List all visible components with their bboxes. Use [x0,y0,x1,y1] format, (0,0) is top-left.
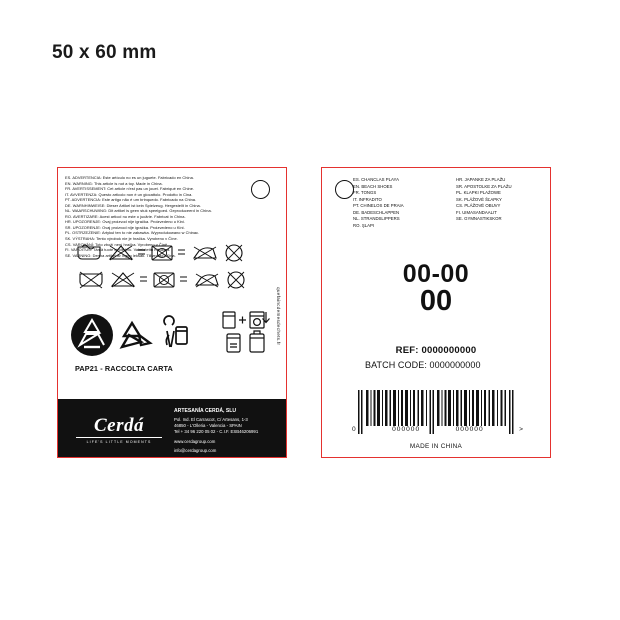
product-name-line: EN. BEACH SHOES [353,183,393,189]
company-address-line: Pol. Ind. El Carrascot, C/ Artesans, 1-3 [174,416,248,422]
packaging-disposal-icons [221,308,281,366]
product-name-line: DE. BADESCHLAPPEN [353,209,400,215]
product-name-line: CS. PLÁŽOVÉ OBUVY [456,203,501,209]
equals-sign [138,250,145,254]
product-name-line: ES. CHANCLAS PLAYA [353,177,399,182]
no-bleach-icon [112,273,134,287]
company-address-line: 46850 - L'Olleria - Valencia - SPAIN [174,422,242,428]
product-name-line: NL. STRANDSLIPPERS [353,216,400,222]
product-name-line: SK. PLÁŽOVÉ ŠĽAPKY [456,196,502,202]
company-website: www.cerdagroup.com [174,438,216,444]
warning-line: PT. ADVERTENCIA: Este artigo não é um brinquedo. Fabricado na China. [65,197,197,203]
keep-clean-bin-icon [164,316,187,347]
company-name: ARTESANÍA CERDÁ, SLU [174,408,237,414]
care-symbols-row-2 [78,267,270,291]
no-tumble-dry-icon [154,273,174,287]
no-dry-clean-icon [228,272,244,288]
barcode-digit-group: 000000 [455,426,484,433]
no-iron-icon [196,274,218,287]
product-name-line: IT. INFRADITO [353,196,382,202]
brand-logo [76,416,162,444]
right-label-card [321,167,551,458]
equals-sign [178,250,185,254]
batch-code: BATCH CODE: 0000000000 [365,360,481,370]
warning-line: ES. ADVERTENCIA: Este artículo no es un juguete. Fabricado en China. [65,175,194,180]
product-name-line: RO. ŞLAPI [353,222,375,228]
barcode-digit-group: 0 [352,426,357,433]
warning-line: PL. OSTRZEŻENIE: Artykuł ten to nie zabawka. Wyprodukowano w Chinac. [65,230,200,236]
no-tumble-dry-icon [152,246,172,260]
barcode-digit-group: 000000 [392,426,421,433]
warning-line: RO. AVERTIZARE: Acest articol nu este o jucărie. Fabricat in China. [65,213,186,219]
paper-bin-icon [227,334,240,352]
warning-line: FR. AVERTISSEMENT: Cet article n'est pas un jouet. Fabriqué en Chine. [65,186,195,192]
warning-line: EN. WARNING: This article is not a toy. Made in China. [65,180,163,186]
care-symbols-row-1 [76,241,268,263]
equals-sign [180,277,187,281]
no-dry-clean-icon [226,245,242,261]
pap-recycling-code: PAP21 - RACCOLTA CARTA [75,364,173,373]
brand-footer-bar [58,399,286,457]
brand-name: Cerdá [94,415,144,436]
reference-number: REF: 0000000000 [395,345,477,356]
mobius-loop-recycle-icon [122,323,150,347]
separate-collection-bin-icon [250,312,270,352]
company-address-line: Tel + 34 96 220 05 02 - C.I.F. ESB46206991 [174,429,259,435]
left-label-card [57,167,287,458]
hand-wash-icon [78,245,100,259]
equals-sign [140,277,147,281]
page-title: 50 x 60 mm [52,42,157,63]
product-name-column-left [353,177,440,229]
triman-black-icon [71,314,113,356]
no-wash-icon [80,272,102,288]
brand-tagline: LIFE'S LITTLE MOMENTS [86,440,152,444]
made-in-text: MADE IN CHINA [409,443,463,450]
product-name-line: FR. TONGS [353,190,377,196]
product-name-line: SE. GYMNASTIKSKOR [456,216,502,222]
warning-line: HR. UPOZORENJE: Ovaj proizvod nije igračka. Proizvedeno u Kini. [65,219,185,225]
brand-divider [76,437,162,438]
warning-line: FI. VAROITUS: Tämä tuote ei ole lelu. Valmistettu Kiinassa. [65,247,171,253]
product-name-line: PT. CHINELOS DE PRAIA [353,203,404,209]
warning-line: CS. VAROVÁNÍ: Toto zboží není hračka. Vyrobeno v Číně. [65,241,169,247]
barcode-digits [352,426,524,433]
product-name-line: HR. JAPANKE ZA PLAŽU [456,177,506,182]
warning-line: NL. WAARSCHUWING: Dit artikel is geen stuk speelgoed. Geproduceerd in China. [65,208,212,214]
warning-line: DE. WARNHINWEISE: Dieser Artikel ist kein Spielzeug. Hergestellt in China. [65,202,201,208]
no-bleach-icon [110,246,132,260]
no-iron-icon [194,247,216,260]
warning-line: SR. UPOZORENJE: Ovaj proizvod nije igračka. Proizvedeno u Kini. [65,224,185,230]
product-name-column-right [456,177,543,229]
product-name-line: PL. KLAPKI PLAŻOWE [456,190,501,196]
product-name-line: SR. APOSTOLKE ZA PLAŽU [456,183,512,189]
size-code-bottom: 00 [419,285,453,317]
recycling-symbols-group [70,311,220,359]
company-address-block [174,408,282,455]
product-name-line: FI. UIMASANDAALIT [456,209,497,215]
barcode-digit-group: > [519,426,524,433]
multilingual-product-name-block [353,177,543,229]
punch-hole-icon [335,180,354,199]
warning-line: SE. VARNING: Denna artikel är ingen leksak. Tillverkad i Kina. [65,252,176,258]
warning-line: SK. VÝSTRAHA: Tento výrobok nie je hračka. Vyrobeno v Číne. [65,236,178,242]
size-code-top: 00-00 [402,260,470,288]
packaging-plus-icon [223,312,264,328]
warning-line: IT. AVVERTENZA: Questo articolo non è un giocattolo. Prodotto in Cina. [65,191,193,197]
waste-info-url: quefaincdemesdechets.fr [276,287,281,346]
company-email: info@cerdagroup.com [174,448,217,454]
